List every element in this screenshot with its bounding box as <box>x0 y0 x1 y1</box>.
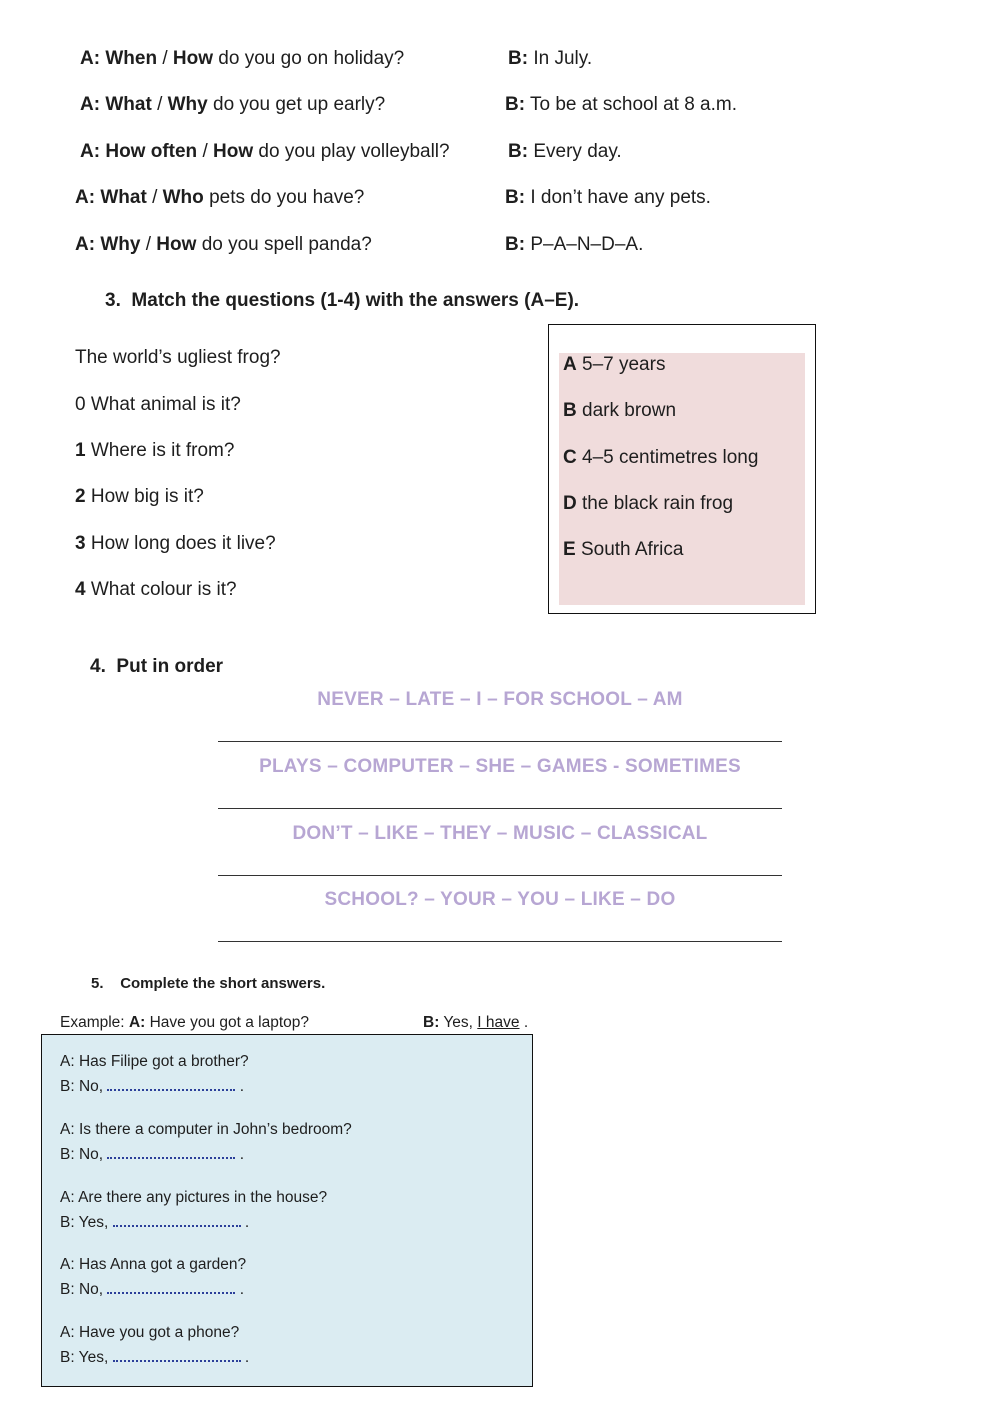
scrambled-words: DON’T – LIKE – THEY – MUSIC – CLASSICAL <box>292 823 708 844</box>
period: . <box>239 1146 245 1163</box>
answer-blank[interactable] <box>107 1278 235 1294</box>
question <box>80 94 385 116</box>
short-answer-line <box>60 1075 244 1096</box>
a-label: A: <box>128 1014 146 1031</box>
period: . <box>523 1014 529 1031</box>
short-answer-question: A: Has Filipe got a brother? <box>60 1053 249 1070</box>
match-question <box>75 394 241 416</box>
answer-letter: E <box>563 539 576 560</box>
question <box>75 234 372 256</box>
section-number: 5. <box>91 975 104 992</box>
separator: / <box>145 234 152 255</box>
answer-line[interactable] <box>218 808 782 809</box>
option-1[interactable]: What <box>100 187 147 208</box>
scrambled-words: SCHOOL? – YOUR – YOU – LIKE – DO <box>324 889 676 910</box>
example-answer <box>423 1014 528 1032</box>
answer-start: B: No, <box>60 1146 104 1163</box>
example-answer-filled: I have <box>477 1014 520 1031</box>
section-number: 4. <box>90 656 106 677</box>
option-2[interactable]: How <box>213 141 254 162</box>
example-question-text: Have you got a laptop? <box>149 1014 310 1031</box>
short-answer-question: A: Are there any pictures in the house? <box>60 1189 328 1206</box>
answer <box>508 48 592 70</box>
answer-blank[interactable] <box>107 1075 235 1091</box>
question-number: 2 <box>75 486 86 507</box>
answer-letter: C <box>563 447 577 468</box>
question <box>80 141 450 163</box>
answer-text: P–A–N–D–A. <box>530 234 644 255</box>
match-question[interactable] <box>75 533 276 555</box>
question-text: do you play volleyball? <box>258 141 450 162</box>
match-question[interactable] <box>75 440 234 462</box>
option-1[interactable]: When <box>105 48 158 69</box>
section-title-text: Put in order <box>116 656 224 677</box>
section-4-title <box>90 656 223 678</box>
short-answer-line <box>60 1278 244 1299</box>
example-question <box>60 1014 309 1032</box>
b-label: B: <box>508 141 529 162</box>
short-answer-line <box>60 1211 249 1232</box>
question <box>80 48 404 70</box>
section-3-title <box>105 290 579 312</box>
period: . <box>239 1078 245 1095</box>
question-text: do you get up early? <box>213 94 386 115</box>
b-label: B: <box>423 1014 440 1031</box>
answer-letter: A <box>563 354 577 375</box>
period: . <box>244 1214 250 1231</box>
a-label: A: <box>80 48 101 69</box>
section-title-text: Match the questions (1-4) with the answers (A–E). <box>131 290 580 311</box>
short-answer-line <box>60 1346 249 1367</box>
scrambled-words: PLAYS – COMPUTER – SHE – GAMES - SOMETIMES <box>259 756 741 777</box>
answer-text: 4–5 centimetres long <box>582 447 759 468</box>
question-text: How big is it? <box>90 486 204 507</box>
question-text: do you go on holiday? <box>218 48 405 69</box>
answer-line[interactable] <box>218 941 782 942</box>
question-number: 1 <box>75 440 86 461</box>
option-1[interactable]: What <box>105 94 152 115</box>
question-text: pets do you have? <box>209 187 365 208</box>
question-text: What colour is it? <box>90 579 237 600</box>
a-label: A: <box>80 141 101 162</box>
answer-letter: D <box>563 493 577 514</box>
b-label: B: <box>508 48 529 69</box>
frog-heading: The world’s ugliest frog? <box>75 347 281 368</box>
answer-letter: B <box>563 400 577 421</box>
option-1[interactable]: Why <box>100 234 141 255</box>
match-answer[interactable] <box>563 493 733 515</box>
answer-text: Every day. <box>533 141 622 162</box>
question <box>75 187 364 209</box>
question-text: Where is it from? <box>90 440 235 461</box>
answer-text: South Africa <box>580 539 684 560</box>
answer <box>505 187 711 209</box>
answer-text: dark brown <box>582 400 677 421</box>
answer-start: B: Yes, <box>60 1349 109 1366</box>
question-number: 4 <box>75 579 86 600</box>
period: . <box>239 1281 245 1298</box>
section-number: 3. <box>105 290 121 311</box>
short-answer-question: A: Have you got a phone? <box>60 1324 240 1341</box>
a-label: A: <box>80 94 101 115</box>
scrambled-words: NEVER – LATE – I – FOR SCHOOL – AM <box>317 689 683 710</box>
question-text: do you spell panda? <box>201 234 372 255</box>
answer-blank[interactable] <box>113 1211 241 1227</box>
answer-text: I don’t have any pets. <box>530 187 711 208</box>
a-label: A: <box>75 187 96 208</box>
answer <box>505 234 643 256</box>
example-label: Example: <box>60 1014 125 1031</box>
answer-blank[interactable] <box>113 1346 241 1362</box>
short-answer-line <box>60 1143 244 1164</box>
answer-prefix: Yes, <box>443 1014 473 1031</box>
a-label: A: <box>75 234 96 255</box>
answer-blank[interactable] <box>107 1143 235 1159</box>
answers-box <box>548 324 816 614</box>
option-2[interactable]: How <box>172 48 214 69</box>
answer-start: B: No, <box>60 1078 104 1095</box>
question-number: 3 <box>75 533 86 554</box>
match-question[interactable] <box>75 579 237 601</box>
section-5-title <box>91 975 325 992</box>
answer-line[interactable] <box>218 875 782 876</box>
separator: / <box>152 187 158 208</box>
question-number: 0 <box>75 394 86 415</box>
answer-text: In July. <box>533 48 593 69</box>
answer-start: B: Yes, <box>60 1214 109 1231</box>
separator: / <box>202 141 208 162</box>
answer <box>508 141 622 163</box>
short-answers-box <box>41 1034 533 1387</box>
match-answer[interactable] <box>563 539 683 561</box>
question-text: What animal is it? <box>90 394 241 415</box>
answer-line[interactable] <box>218 741 782 742</box>
match-question[interactable] <box>75 486 204 508</box>
separator: / <box>162 48 168 69</box>
question-text: How long does it live? <box>90 533 276 554</box>
match-answer[interactable] <box>563 354 665 376</box>
b-label: B: <box>505 234 526 255</box>
b-label: B: <box>505 94 526 115</box>
answer <box>505 94 737 116</box>
answers-background <box>559 353 805 605</box>
answer-start: B: No, <box>60 1281 104 1298</box>
section-title-text: Complete the short answers. <box>120 975 326 992</box>
separator: / <box>157 94 163 115</box>
option-1[interactable]: How often <box>105 141 198 162</box>
short-answer-question: A: Is there a computer in John’s bedroom? <box>60 1121 352 1138</box>
answer-text: 5–7 years <box>582 354 666 375</box>
period: . <box>244 1349 250 1366</box>
answer-text: To be at school at 8 a.m. <box>530 94 738 115</box>
match-answer[interactable] <box>563 447 758 469</box>
match-answer[interactable] <box>563 400 676 422</box>
b-label: B: <box>505 187 526 208</box>
option-2[interactable]: How <box>156 234 197 255</box>
option-2[interactable]: Why <box>167 94 208 115</box>
option-2[interactable]: Who <box>162 187 204 208</box>
short-answer-question: A: Has Anna got a garden? <box>60 1256 247 1273</box>
answer-text: the black rain frog <box>582 493 734 514</box>
